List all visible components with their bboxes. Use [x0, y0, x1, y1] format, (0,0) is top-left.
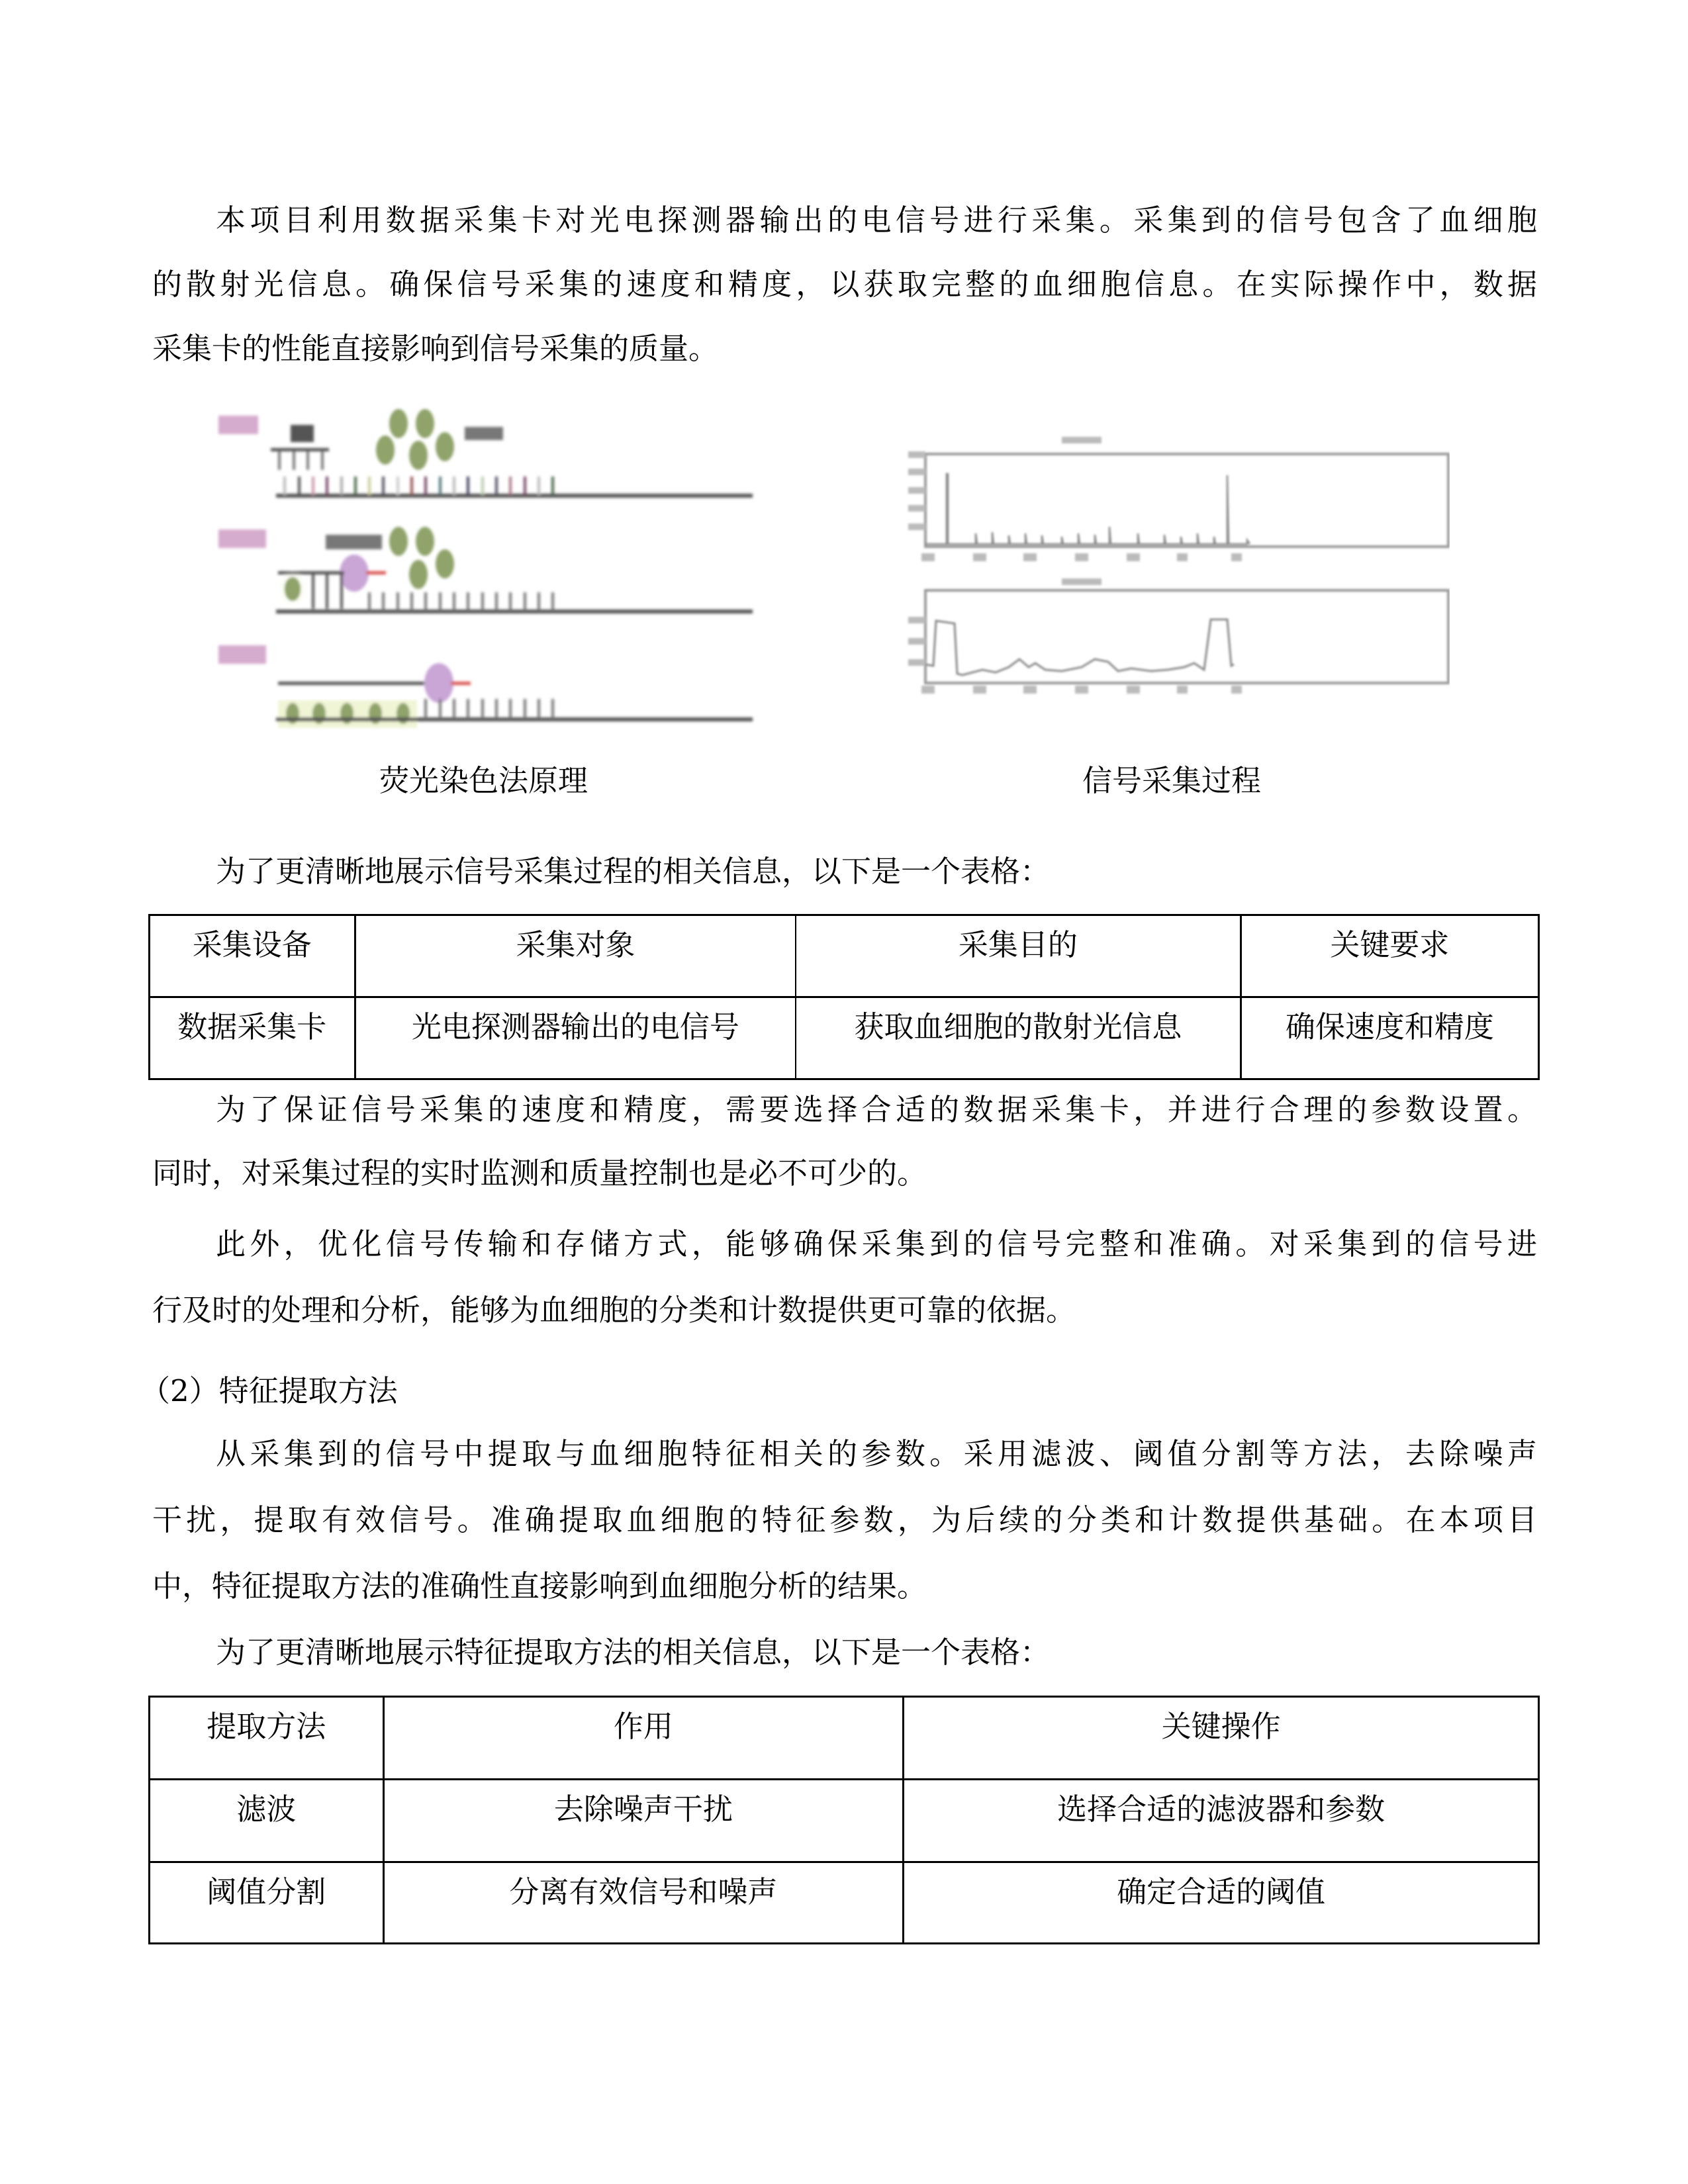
table-cell: 分离有效信号和噪声 — [383, 1862, 904, 1944]
paragraph-line: 此外，优化信号传输和存储方式，能够确保采集到的信号完整和准确。对采集到的信号进 — [216, 1226, 1537, 1261]
table-cell: 去除噪声干扰 — [383, 1780, 904, 1862]
table-header-cell: 采集目的 — [796, 915, 1241, 997]
table-header-row — [150, 915, 1539, 997]
table-header-cell: 采集设备 — [150, 915, 355, 997]
table-header-cell: 采集对象 — [355, 915, 796, 997]
table-header-cell: 作用 — [383, 1697, 904, 1780]
table-cell: 选择合适的滤波器和参数 — [904, 1780, 1539, 1862]
paragraph-line: 中，特征提取方法的准确性直接影响到血细胞分析的结果。 — [152, 1569, 927, 1604]
paragraph-line: 本项目利用数据采集卡对光电探测器输出的电信号进行采集。采集到的信号包含了血细胞 — [216, 203, 1537, 238]
table-cell: 获取血细胞的散射光信息 — [796, 997, 1241, 1079]
figure-fluorescent-staining — [216, 390, 756, 737]
table-row — [150, 1862, 1539, 1944]
table-cell: 数据采集卡 — [150, 997, 355, 1079]
section-heading: （2）特征提取方法 — [140, 1373, 398, 1408]
paragraph-line: 采集卡的性能直接影响到信号采集的质量。 — [152, 331, 719, 366]
acquisition-table — [148, 914, 1540, 1080]
table-row — [150, 1780, 1539, 1862]
figure-caption-signal: 信号采集过程 — [1082, 763, 1262, 798]
table-cell: 确定合适的阈值 — [904, 1862, 1539, 1944]
table-intro: 为了更清晰地展示特征提取方法的相关信息，以下是一个表格： — [216, 1635, 1051, 1670]
paragraph-line: 干扰，提取有效信号。准确提取血细胞的特征参数，为后续的分类和计数提供基础。在本项目 — [152, 1502, 1537, 1537]
table-intro: 为了更清晰地展示信号采集过程的相关信息，以下是一个表格： — [216, 854, 1051, 889]
paragraph-line: 为了保证信号采集的速度和精度，需要选择合适的数据采集卡，并进行合理的参数设置。 — [216, 1092, 1537, 1127]
figure-caption-fluorescent: 荧光染色法原理 — [379, 763, 588, 798]
table-cell: 光电探测器输出的电信号 — [355, 997, 796, 1079]
feature-extraction-table — [148, 1696, 1540, 1944]
table-header-cell: 提取方法 — [150, 1697, 384, 1780]
table-header-cell: 关键操作 — [904, 1697, 1539, 1780]
paragraph-line: 行及时的处理和分析，能够为血细胞的分类和计数提供更可靠的依据。 — [152, 1293, 1076, 1328]
signal-plots — [903, 428, 1450, 699]
table-header-cell: 关键要求 — [1241, 915, 1538, 997]
table-header-row — [150, 1697, 1539, 1780]
paragraph-line: 同时，对采集过程的实时监测和质量控制也是必不可少的。 — [152, 1156, 927, 1191]
figure-signal-acquisition — [903, 428, 1450, 699]
dna-staining-illustration — [216, 390, 756, 737]
table-cell: 确保速度和精度 — [1241, 997, 1538, 1079]
table-cell: 阈值分割 — [150, 1862, 384, 1944]
paragraph-line: 的散射光信息。确保信号采集的速度和精度，以获取完整的血细胞信息。在实际操作中，数据 — [152, 267, 1537, 302]
table-cell: 滤波 — [150, 1780, 384, 1862]
paragraph-line: 从采集到的信号中提取与血细胞特征相关的参数。采用滤波、阈值分割等方法，去除噪声 — [216, 1436, 1537, 1471]
table-row — [150, 997, 1539, 1079]
